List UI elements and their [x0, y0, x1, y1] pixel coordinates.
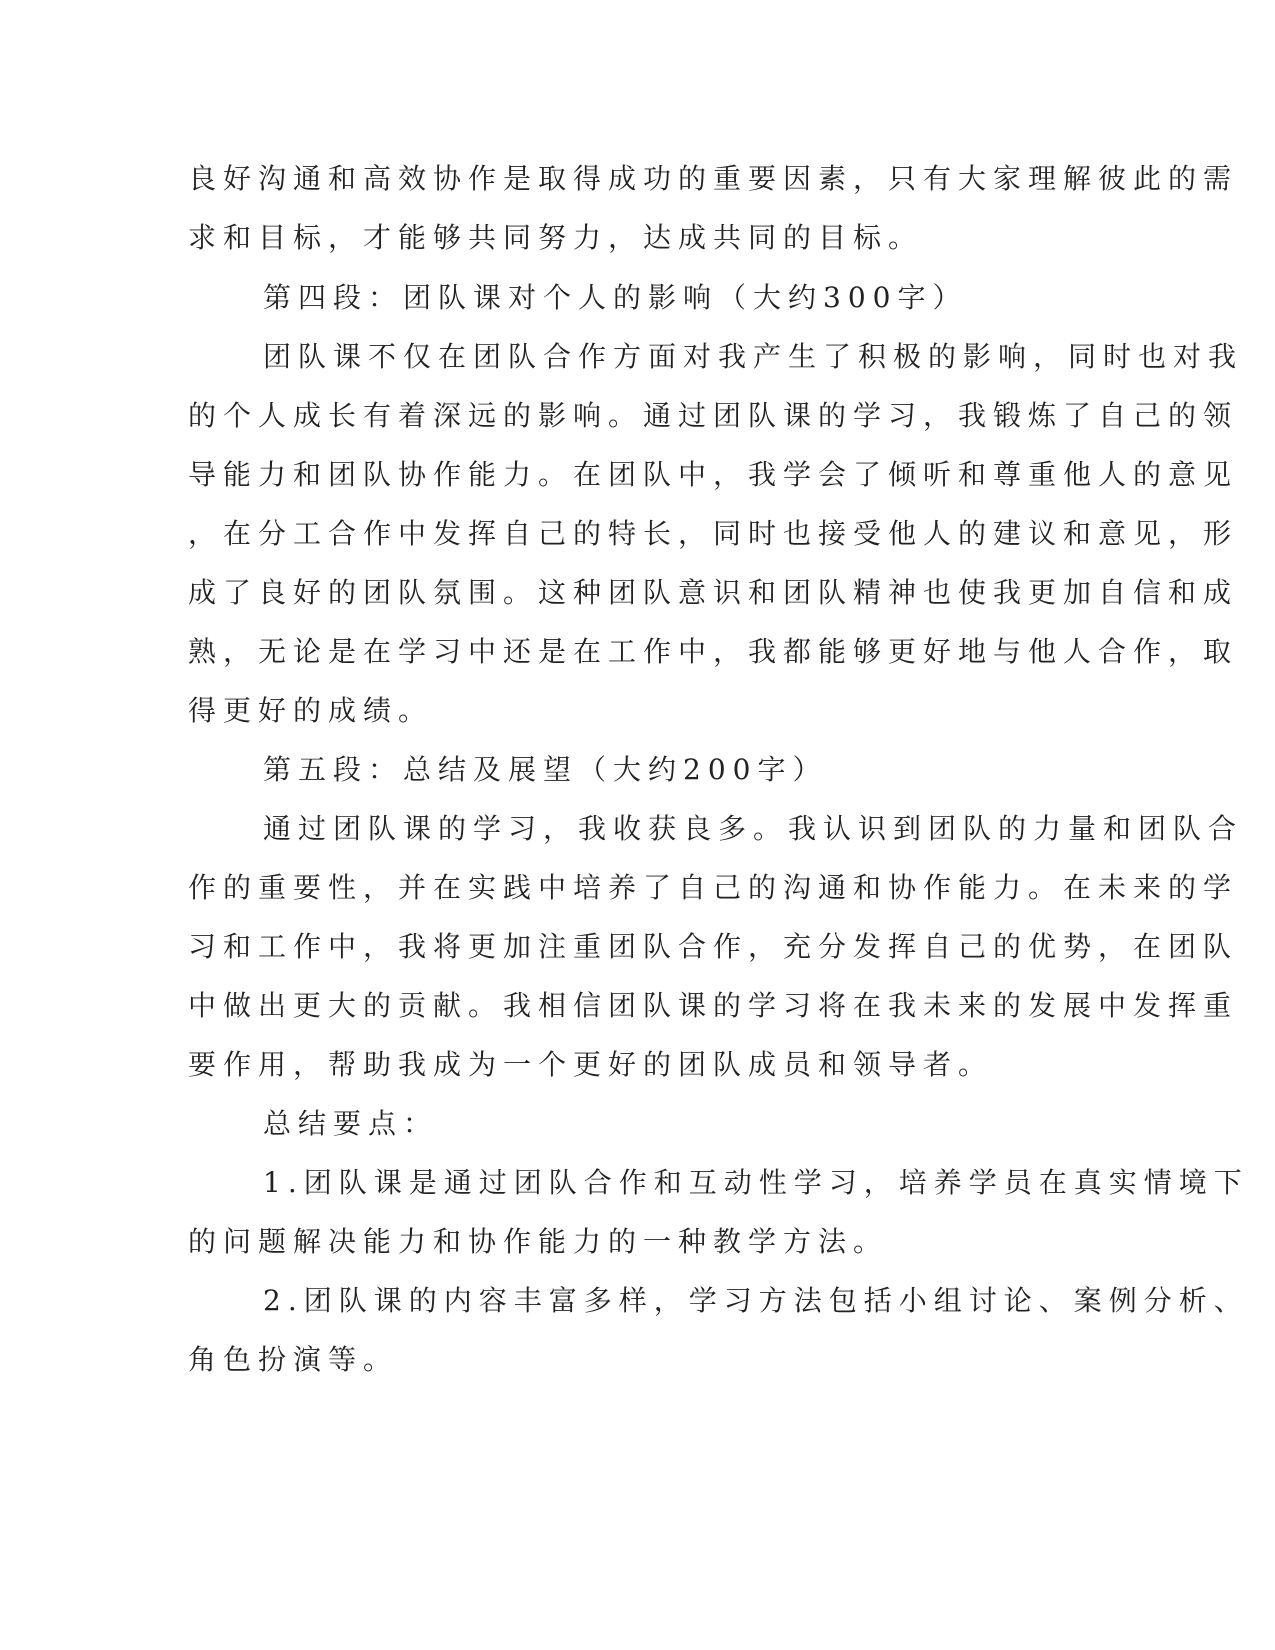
- text-line: 良好沟通和高效协作是取得成功的重要因素，只有大家理解彼此的需: [188, 162, 1239, 195]
- text-line: 习和工作中，我将更加注重团队合作，充分发挥自己的优势，在团队: [188, 930, 1239, 963]
- text-line: 导能力和团队协作能力。在团队中，我学会了倾听和尊重他人的意见: [188, 458, 1239, 491]
- text-line: 中做出更大的贡献。我相信团队课的学习将在我未来的发展中发挥重: [188, 989, 1239, 1022]
- summary-point-1: 1.团队课是通过团队合作和互动性学习，培养学员在真实情境下: [263, 1166, 1249, 1199]
- text-line: 的个人成长有着深远的影响。通过团队课的学习，我锻炼了自己的领: [188, 399, 1239, 432]
- text-line: 成了良好的团队氛围。这种团队意识和团队精神也使我更加自信和成: [188, 576, 1239, 609]
- text-line: 要作用，帮助我成为一个更好的团队成员和领导者。: [188, 1048, 994, 1081]
- text-line: 熟，无论是在学习中还是在工作中，我都能够更好地与他人合作，取: [188, 635, 1239, 668]
- text-line: 团队课不仅在团队合作方面对我产生了积极的影响，同时也对我: [263, 340, 1244, 373]
- text-line: 求和目标，才能够共同努力，达成共同的目标。: [188, 221, 924, 254]
- section-heading-5: 第五段：总结及展望（大约200字）: [263, 753, 828, 786]
- text-line: 角色扮演等。: [188, 1343, 399, 1376]
- summary-heading: 总结要点：: [263, 1107, 439, 1140]
- text-line: 通过团队课的学习，我收获良多。我认识到团队的力量和团队合: [263, 812, 1244, 845]
- section-heading-4: 第四段：团队课对个人的影响（大约300字）: [263, 281, 968, 314]
- summary-point-2: 2.团队课的内容丰富多样，学习方法包括小组讨论、案例分析、: [263, 1284, 1249, 1317]
- text-line: ，在分工合作中发挥自己的特长，同时也接受他人的建议和意见，形: [188, 517, 1239, 550]
- text-line: 作的重要性，并在实践中培养了自己的沟通和协作能力。在未来的学: [188, 871, 1239, 904]
- text-line: 的问题解决能力和协作能力的一种教学方法。: [188, 1225, 889, 1258]
- text-line: 得更好的成绩。: [188, 694, 434, 727]
